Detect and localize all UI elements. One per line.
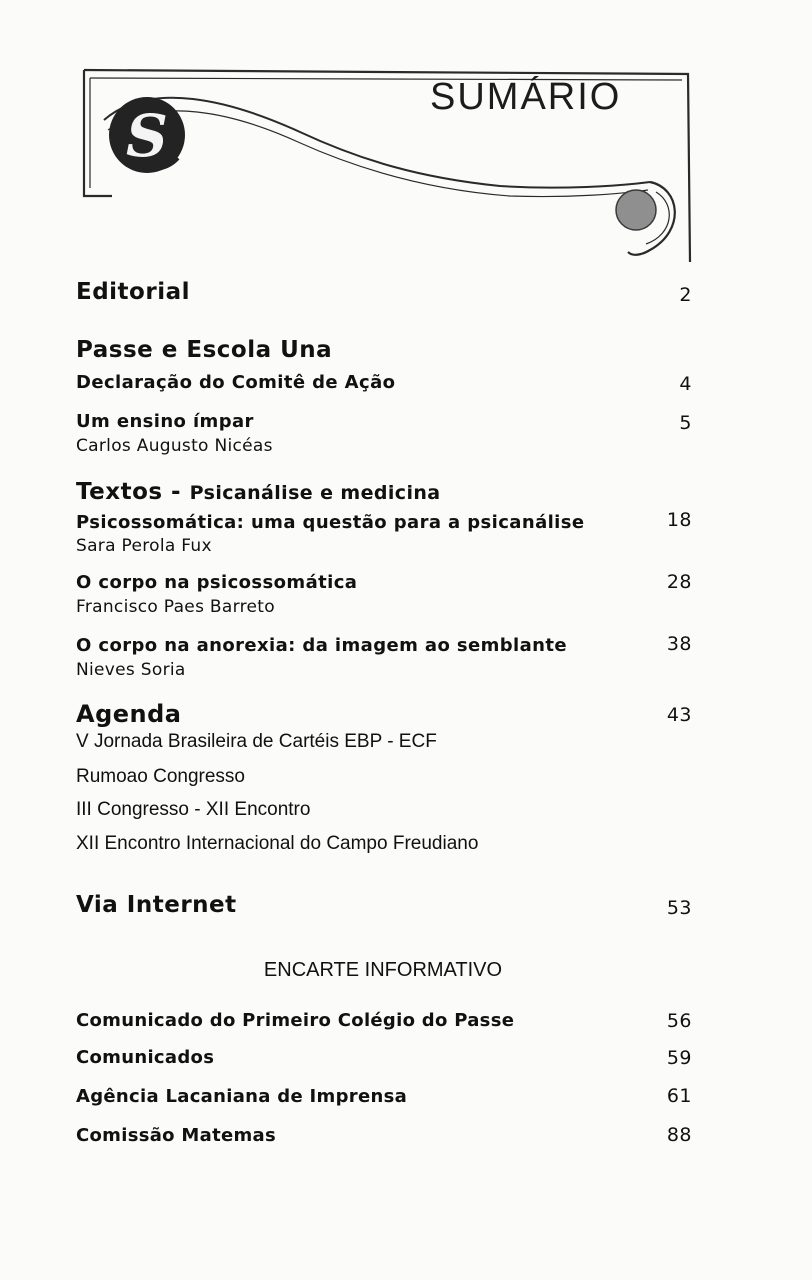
agenda-item: Rumoao Congresso [76,766,245,787]
encarte-page: 88 [666,1124,692,1146]
encarte-item: Comunicado do Primeiro Colégio do Passe [76,1010,515,1031]
section-textos-prefix: Textos - [76,479,190,505]
encarte-page: 61 [666,1085,692,1107]
encarte-item: Agência Lacaniana de Imprensa [76,1086,408,1107]
agenda-item: V Jornada Brasileira de Cartéis EBP - ECF [76,731,437,752]
entry-author: Carlos Augusto Nicéas [76,436,273,456]
encarte-item: Comissão Matemas [76,1125,276,1146]
entry-page: 18 [666,509,692,531]
encarte-page: 59 [666,1047,692,1069]
page-title: SUMÁRIO [430,76,622,118]
entry-title: O corpo na anorexia: da imagem ao semblante [76,635,568,656]
page-editorial: 2 [679,284,692,306]
header-ornament [0,0,812,280]
agenda-item: XII Encontro Internacional do Campo Freudiano [76,833,479,854]
section-editorial: Editorial [76,279,190,305]
encarte-heading: ENCARTE INFORMATIVO [263,959,503,981]
encarte-item: Comunicados [76,1047,215,1068]
section-textos [76,479,692,505]
logo-letter: S [126,102,168,170]
entry-author: Nieves Soria [76,660,186,680]
entry-title: O corpo na psicossomática [76,572,358,593]
entry-author: Sara Perola Fux [76,536,212,556]
section-agenda: Agenda [76,700,182,728]
entry-page: 4 [679,373,692,395]
entry-page: 5 [679,412,692,434]
entry-page: 38 [666,633,692,655]
agenda-item: III Congresso - XII Encontro [76,799,311,820]
entry-title: Um ensino ímpar [76,411,254,432]
entry-author: Francisco Paes Barreto [76,597,275,617]
page-internet: 53 [666,897,692,919]
entry-page: 28 [666,571,692,593]
section-internet: Via Internet [76,892,237,918]
entry-title: Psicossomática: uma questão para a psicanálise [76,512,585,533]
encarte-page: 56 [666,1010,692,1032]
entry-title: Declaração do Comitê de Ação [76,372,396,393]
section-textos-subtitle: Psicanálise e medicina [189,482,441,504]
section-passe: Passe e Escola Una [76,337,333,363]
page-agenda: 43 [666,704,692,726]
